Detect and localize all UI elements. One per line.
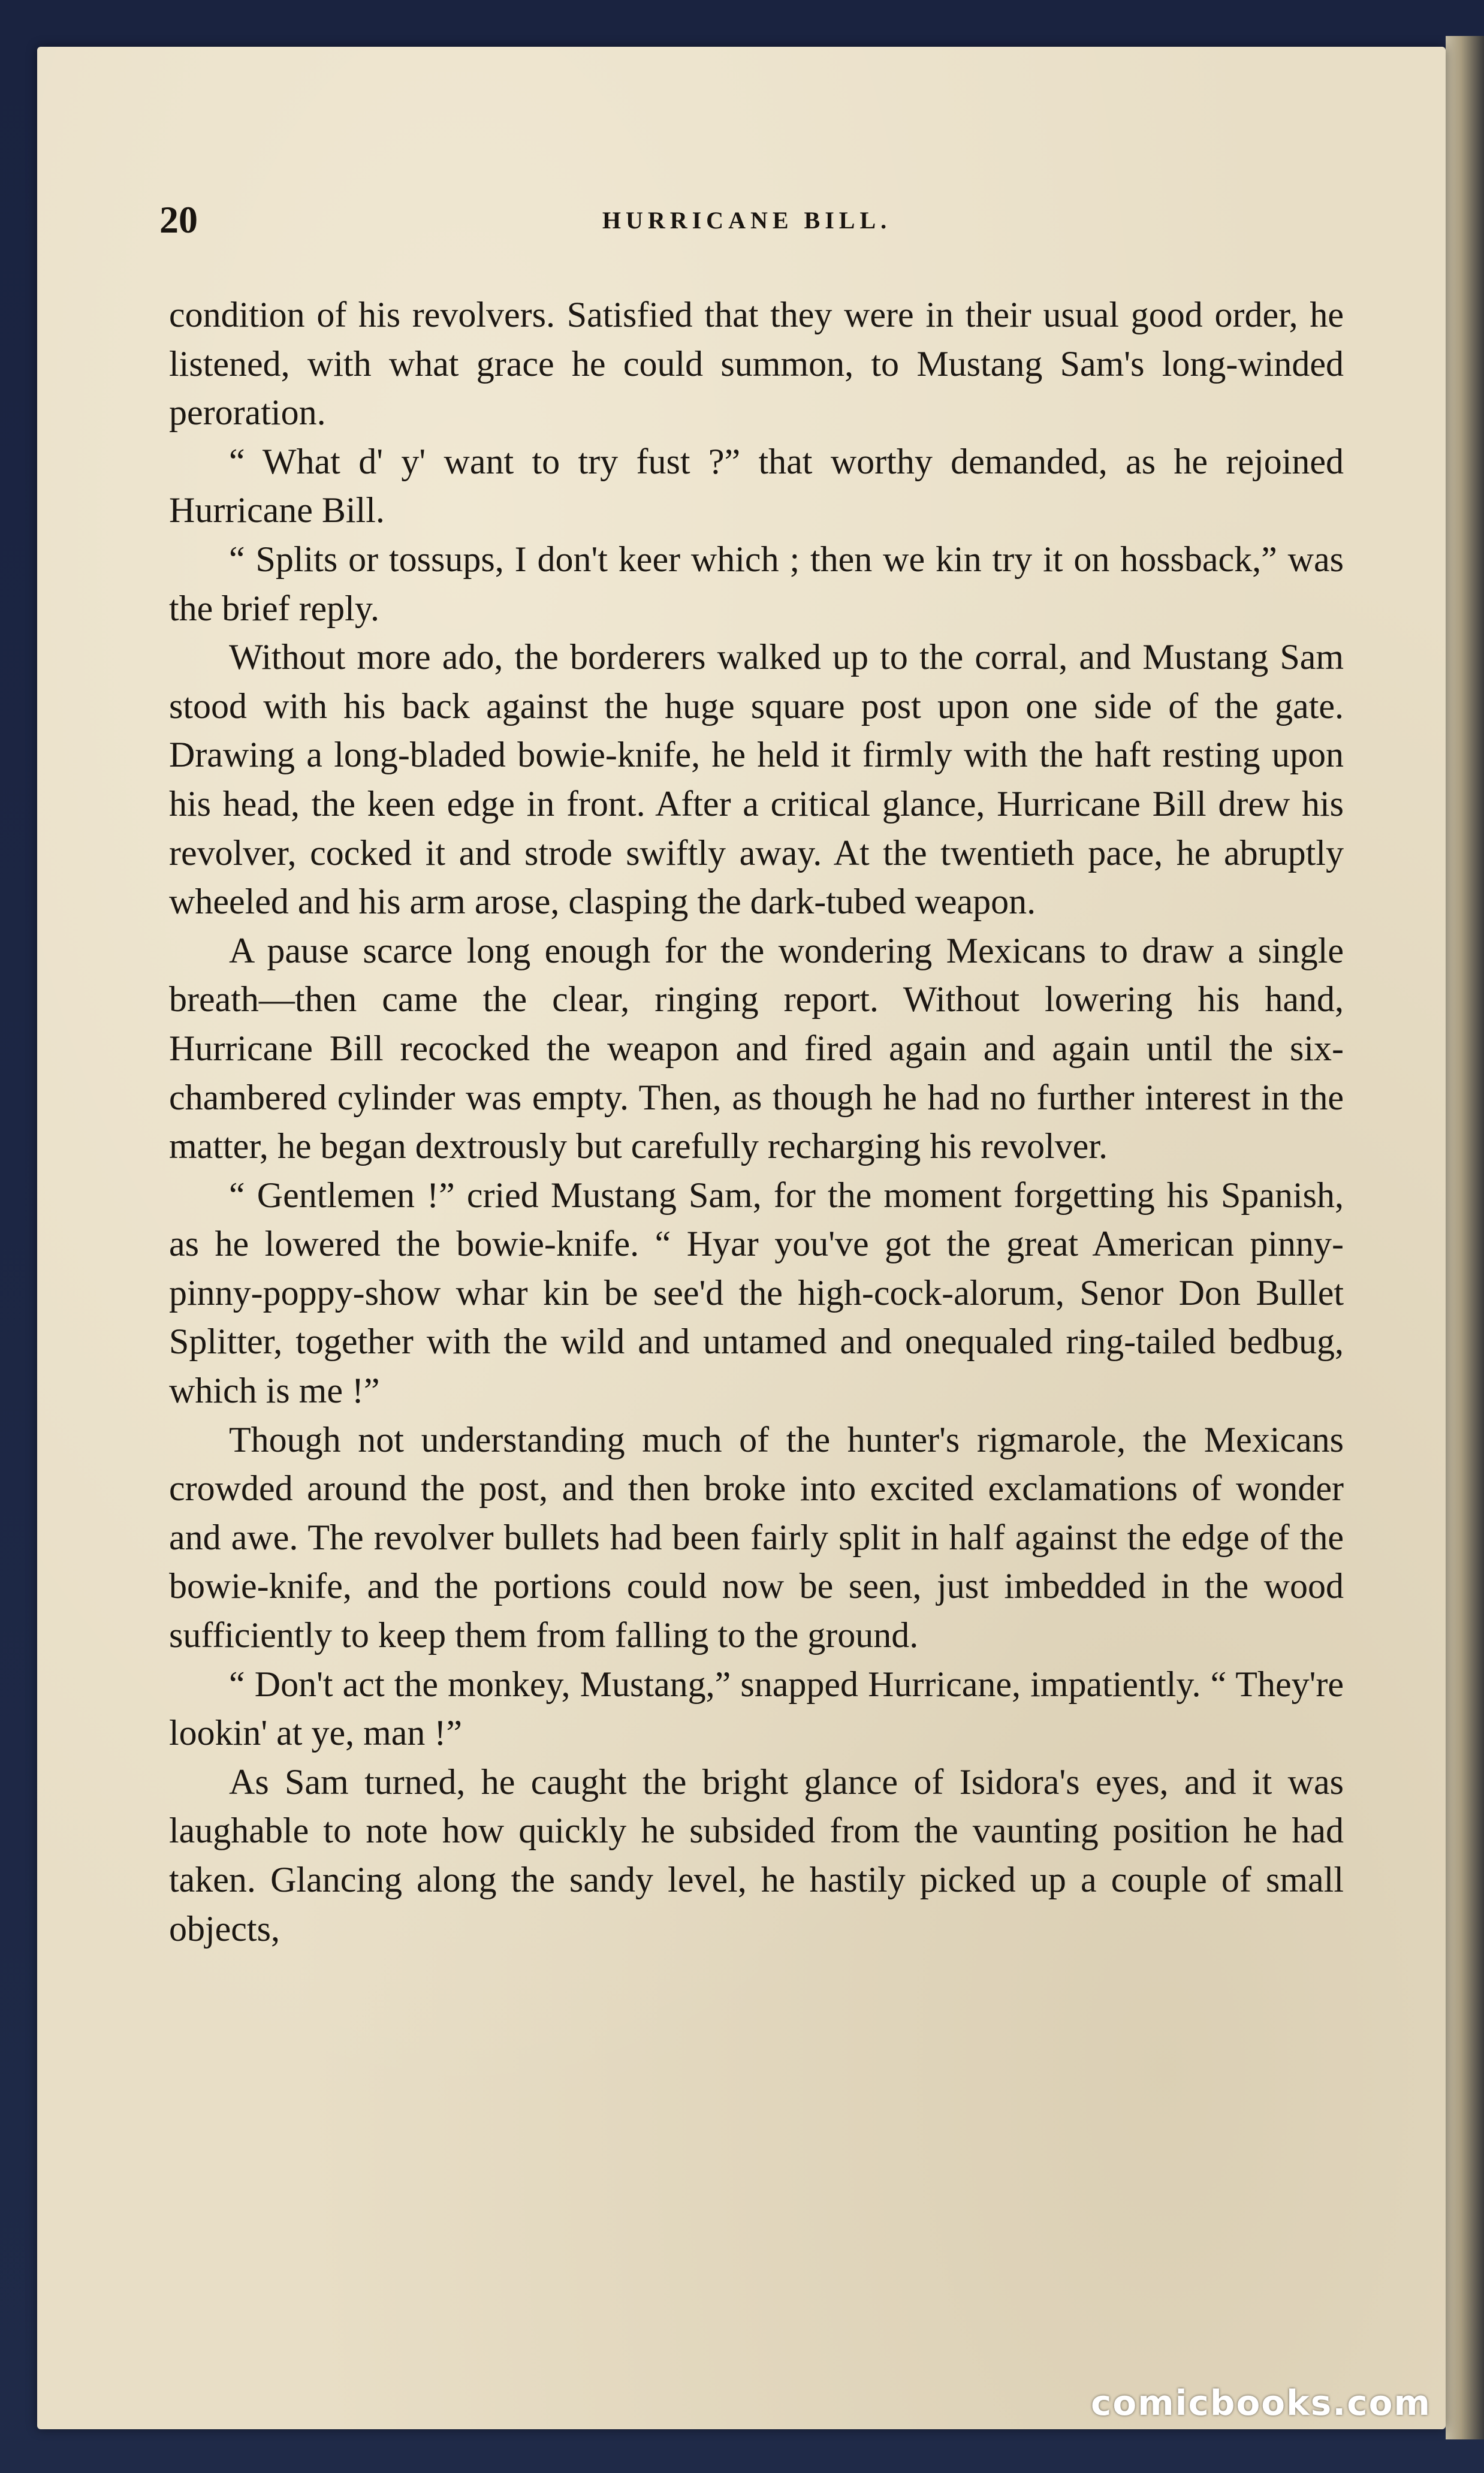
paragraph: Though not understanding much of the hunter's rigmarole, the Mexicans crowded around the post, and then broke into excited exclamations of wonder and awe. The revolver bullets had been fairly split in half against the edge of the bowie-knife, and the portions could now be seen, just imbedded in the wood sufficiently to keep them from falling to the ground. [169,1419,1344,1655]
watermark: comicbooks.com [1091,2382,1431,2423]
paragraph: condition of his revolvers. Satisfied that they were in their usual good order, he listened, with what grace he could summon, to Mustang Sam's long-winded peroration. [169,295,1344,433]
paragraph: “ Don't act the monkey, Mustang,” snapped Hurricane, impatiently. “ They're lookin' at ye, man !” [169,1664,1344,1753]
paragraph: A pause scarce long enough for the wondering Mexicans to draw a single breath—then came the clear, ringing report. Without lowering his hand, Hurricane Bill recocked the weapon and fired again and again until the six-chambered cylinder was empty. Then, as though he had no further interest in the matter, he began dextrously but carefully recharging his revolver. [169,930,1344,1166]
page-number: 20 [159,198,198,241]
page-body [169,291,1344,1953]
paragraph: As Sam turned, he caught the bright glance of Isidora's eyes, and it was laughable to note how quickly he subsided from the vaunting position he had taken. Glancing along the sandy level, he hastily picked up a couple of small objects, [169,1762,1344,1949]
page-header [159,198,1334,252]
paragraph: “ Splits or tossups, I don't keer which ; then we kin try it on hossback,” was the brief reply. [169,539,1344,628]
paragraph: “ What d' y' want to try fust ?” that worthy demanded, as he rejoined Hurricane Bill. [169,441,1344,530]
paragraph: Without more ado, the borderers walked up to the corral, and Mustang Sam stood with his back against the huge square post upon one side of the gate. Drawing a long-bladed bowie-knife, he held it firmly with the haft resting upon his head, the keen edge in front. After a critical glance, Hurricane Bill drew his revolver, cocked it and strode swiftly away. At the twentieth pace, he abruptly wheeled and his arm arose, clasping the dark-tubed weapon. [169,637,1344,922]
page-edge [1446,36,1484,2439]
running-title: HURRICANE BILL. [602,207,892,234]
paragraph: “ Gentlemen !” cried Mustang Sam, for the moment forgetting his Spanish, as he lowered the bowie-knife. “ Hyar you've got the great American pinny-pinny-poppy-show whar kin be see'd the high-cock-alorum, Senor Don Bullet Splitter, together with the wild and untamed and onequaled ring-tailed bedbug, which is me !” [169,1175,1344,1411]
